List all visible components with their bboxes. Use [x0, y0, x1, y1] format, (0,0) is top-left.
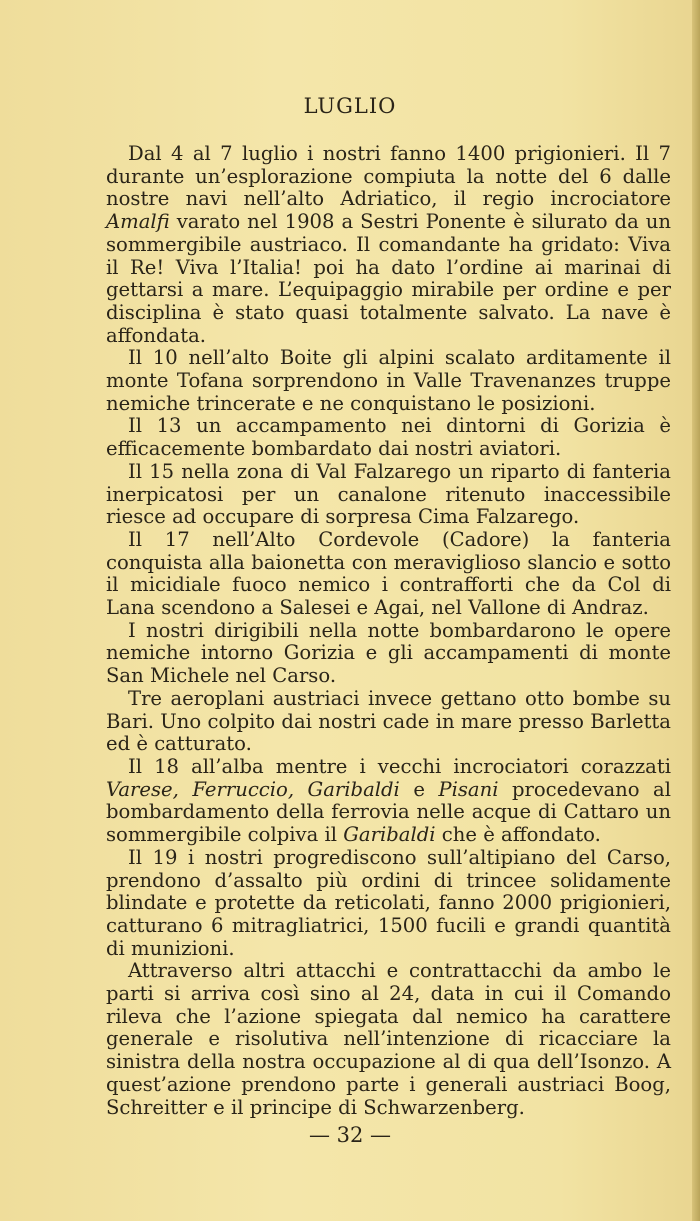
- body-text: [106, 143, 671, 1119]
- ship-name: Garibaldi: [343, 823, 436, 847]
- paragraph-text: Il 19 i nostri progrediscono sull’altipiano del Carso, prendono d’assalto più ordini di trincee solidamente blindate e protette da reticolati, fanno 2000 prigionieri, catturano 6 mitragliatrici, 1500 fucili e grandi quantità di munizioni.: [106, 845, 671, 960]
- paragraph: [106, 960, 671, 1119]
- paragraph-text: Tre aeroplani austriaci invece gettano otto bombe su Bari. Uno colpito dai nostri cade in mare presso Barletta ed è catturato.: [106, 686, 671, 756]
- paragraph-text: Il 10 nell’alto Boite gli alpini scalato arditamente il monte Tofana sorprendono in Valle Travenanzes truppe nemiche trincerate e ne conquistano le posizioni.: [106, 346, 671, 415]
- paragraph: [106, 529, 671, 620]
- page-edge: [692, 0, 700, 1221]
- paragraph: [106, 143, 671, 347]
- paragraph-text: e: [399, 777, 439, 801]
- paragraph-text: Attraverso altri attacchi e contrattacchi da ambo le parti si arriva così sino al 24, data in cui il Comando rileva che l’azione spiegata dal nemico ha carattere generale e risolutiva nell’intenzione di ricacciare la sinistra della nostra occupazione al di qua dell’Isonzo. A quest’azione prendono parte i generali austriaci Boog, Schreitter e il principe di Schwarzenberg.: [106, 959, 671, 1119]
- paragraph: [106, 620, 671, 688]
- paragraph-text: Il 13 un accampamento nei dintorni di Gorizia è efficacemente bombardato dai nostri aviatori.: [106, 414, 671, 461]
- ship-name: Amalfi: [106, 210, 170, 234]
- paragraph-text: che è affondato.: [435, 823, 601, 847]
- page-number: — 32 —: [308, 1123, 392, 1147]
- paragraph: [106, 756, 671, 847]
- running-header: LUGLIO: [303, 94, 397, 118]
- paragraph: [106, 847, 671, 961]
- paragraph: [106, 347, 671, 415]
- paragraph-text: Il 18 all’alba mentre i vecchi incrociatori corazzati: [128, 754, 671, 778]
- paragraph: [106, 415, 671, 460]
- paragraph-text: varato nel 1908 a Sestri Ponente è silurato da un sommergibile austriaco. Il comandante ha gridato: Viva il Re! Viva l’Italia! poi ha dato l’ordine ai marinai di gettarsi a mare. L’equipaggio mirabile per ordine e per disciplina è stato quasi totalmente salvato. La nave è affondata.: [106, 210, 671, 347]
- paragraph-text: Dal 4 al 7 luglio i nostri fanno 1400 prigionieri. Il 7 durante un’esplorazione compiuta la notte del 6 dalle nostre navi nell’alto Adriatico, il regio incrociatore: [106, 142, 671, 211]
- paragraph-text: Il 17 nell’Alto Cordevole (Cadore) la fanteria conquista alla baionetta con meraviglioso slancio e sotto il micidiale fuoco nemico i contrafforti che da Col di Lana scendono a Salesei e Agai, nel Vallone di Andraz.: [106, 527, 671, 620]
- paragraph-text: I nostri dirigibili nella notte bombardarono le opere nemiche intorno Gorizia e gli accampamenti di monte San Michele nel Carso.: [106, 618, 671, 688]
- ship-name: Pisani: [438, 777, 499, 801]
- ship-name: Varese, Ferruccio, Garibaldi: [106, 777, 400, 801]
- paragraph-text: procedevano al bombardamento della ferrovia nelle acque di Cattaro un sommergibile colpiva il: [106, 777, 671, 847]
- paragraph-text: Il 15 nella zona di Val Falzarego un riparto di fanteria inerpicatosi per un canalone ritenuto inaccessibile riesce ad occupare di sorpresa Cima Falzarego.: [106, 459, 671, 529]
- paragraph: [106, 461, 671, 529]
- paragraph: [106, 688, 671, 756]
